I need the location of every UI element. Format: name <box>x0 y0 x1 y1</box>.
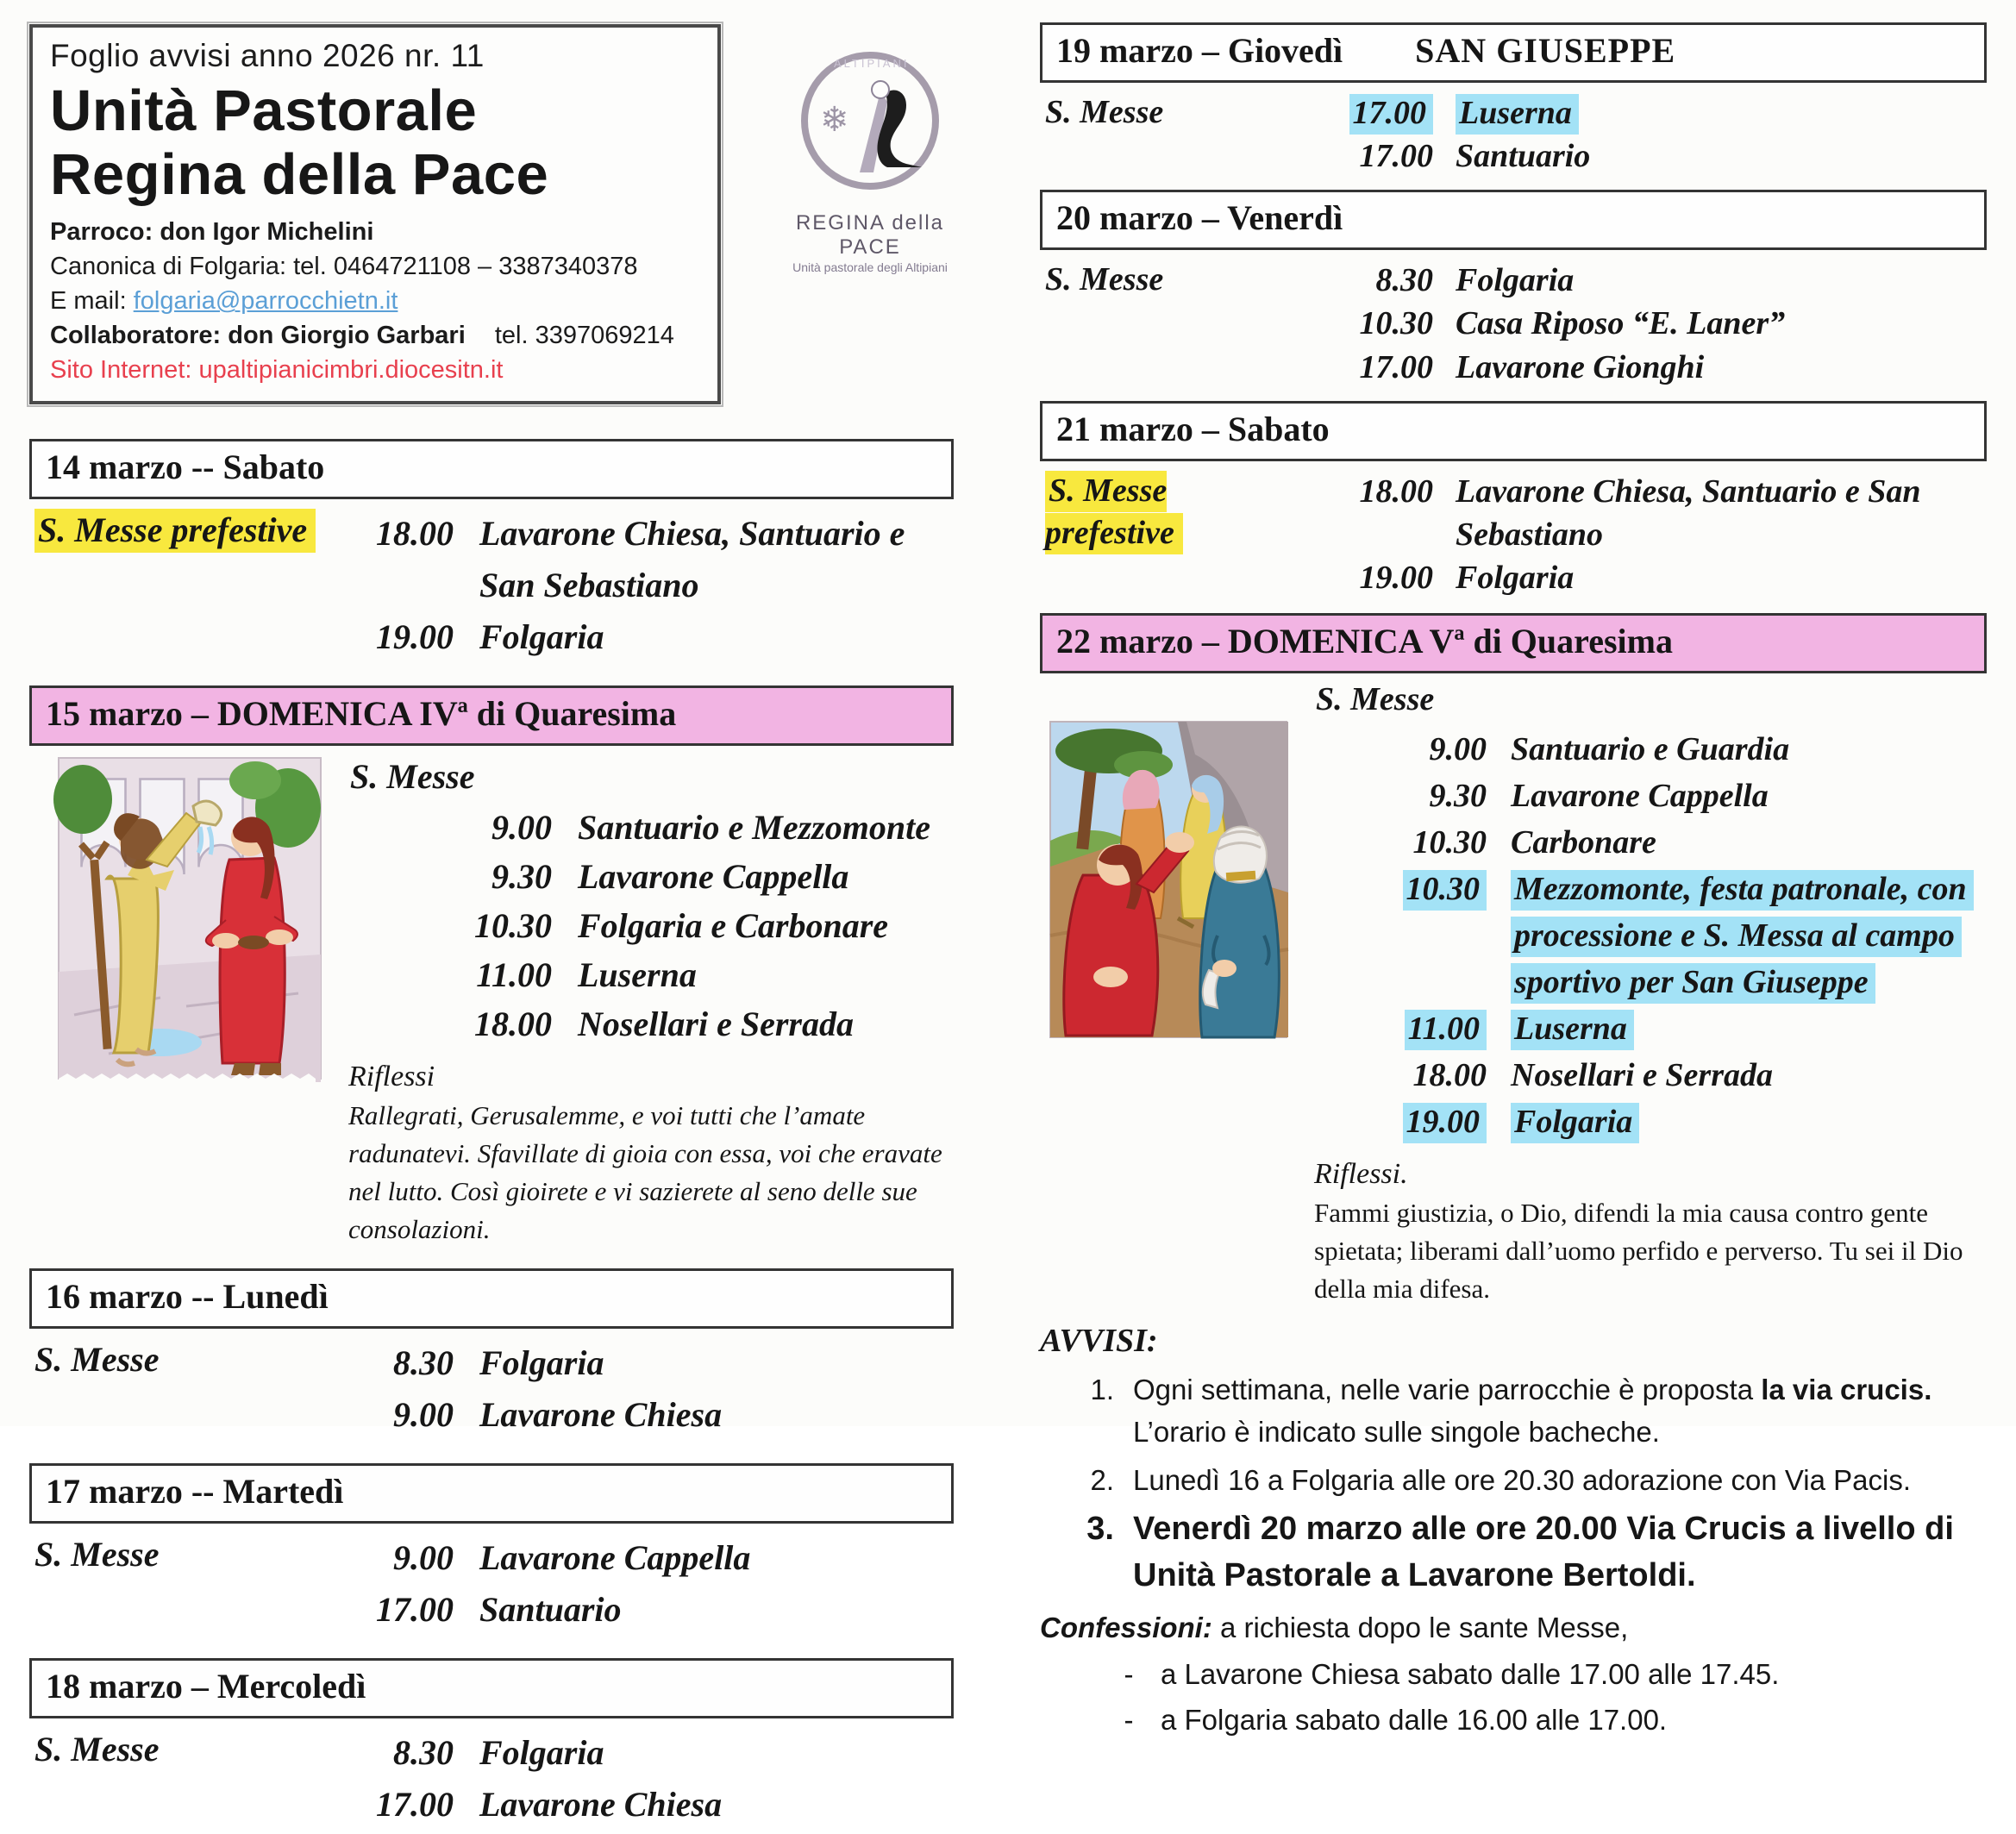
regina-della-pace-logo-icon <box>784 41 956 205</box>
day-date: 22 marzo – DOMENICA Vª di Quaresima <box>1056 622 1673 661</box>
mass-row <box>1304 302 1987 345</box>
mass-place <box>1511 1006 1987 1053</box>
masthead-box <box>29 24 721 404</box>
mass-time: 9.00 <box>491 808 552 848</box>
mass-row <box>348 902 954 951</box>
item-text <box>1133 1368 1978 1454</box>
item-number: 1. <box>1090 1373 1114 1405</box>
mass-time: 8.30 <box>393 1343 454 1382</box>
canonica-line: Canonica di Folgaria: tel. 0464721108 – 3387340378 <box>50 253 638 281</box>
day-date: 14 marzo -- Sabato <box>46 448 325 487</box>
item-text: a Folgaria sabato dalle 16.00 alle 17.00. <box>1161 1704 1668 1737</box>
sunday-block-15-marzo <box>29 756 954 1249</box>
masses-label: S. Messe <box>34 1534 160 1574</box>
day-header-19-marzo <box>1040 22 1987 83</box>
mass-row <box>348 1000 954 1049</box>
mass-time: 18.00 <box>1359 473 1433 510</box>
mass-time <box>1314 1099 1487 1146</box>
highlighted-place: Luserna <box>1456 94 1579 135</box>
left-column <box>29 24 954 1834</box>
riflessi-title: Riflessi <box>348 1061 435 1093</box>
mass-place <box>1511 867 1987 1006</box>
mass-place: Santuario e Mezzomonte <box>578 808 930 848</box>
day-date: 17 marzo -- Martedì <box>46 1471 344 1511</box>
avvisi-item-2 <box>1040 1459 1987 1502</box>
mass-row <box>324 1727 954 1779</box>
mass-schedule-19-marzo <box>1040 83 1987 181</box>
avvisi-item-1 <box>1040 1368 1987 1454</box>
email-label: E mail: <box>50 287 127 316</box>
mass-time: 18.00 <box>474 1004 552 1043</box>
mass-row <box>1314 773 1987 820</box>
day-date: 15 marzo – DOMENICA IVª di Quaresima <box>46 694 677 734</box>
mass-time <box>1314 867 1487 1006</box>
mass-time: 17.00 <box>376 1784 454 1824</box>
right-column <box>1040 22 1987 1742</box>
mass-place <box>1511 1099 1987 1146</box>
title-line-1: Unità Pastorale <box>50 78 478 143</box>
confessioni-label: Confessioni: <box>1040 1612 1212 1644</box>
mass-row <box>324 1779 954 1831</box>
item-text: Venerdì 20 marzo alle ore 20.00 Via Crucis a livello di Unità Pastorale a Lavarone Bertoldi. <box>1133 1511 1954 1594</box>
mass-time: 17.00 <box>376 1589 454 1629</box>
mass-place: Lavarone Cappella <box>1511 778 1769 815</box>
collaboratore-tel: tel. 3397069214 <box>494 322 674 350</box>
highlighted-place: Luserna <box>1511 1010 1634 1050</box>
mass-time: 8.30 <box>393 1732 454 1772</box>
mass-row <box>1304 259 1987 302</box>
masses-label: S. Messe <box>34 1339 160 1379</box>
mass-rows <box>1304 470 1987 599</box>
riflessi-title: Riflessi. <box>1314 1157 1408 1190</box>
mass-time <box>1314 1006 1487 1053</box>
mass-place: Folgaria e Carbonare <box>578 906 889 946</box>
mass-place: Folgaria <box>479 1343 604 1382</box>
issue-line: Foglio avvisi anno 2026 nr. 11 <box>50 38 485 73</box>
mass-time: 9.00 <box>1429 731 1487 768</box>
mass-place: Nosellari e Serrada <box>578 1004 854 1043</box>
day-date: 18 marzo – Mercoledì <box>46 1666 366 1706</box>
mass-place: Luserna <box>578 955 697 994</box>
day-header-21-marzo <box>1040 401 1987 461</box>
svg-text:❄: ❄ <box>820 101 849 139</box>
mass-row <box>1304 556 1987 599</box>
riflessi-text: Fammi giustizia, o Dio, difendi la mia causa contro gente spietata; liberami dall’uomo perfido e perverso. Tu sei il Dio della mia difesa. <box>1314 1197 1963 1304</box>
highlighted-place: Folgaria <box>1511 1103 1639 1143</box>
mass-schedule-14-marzo <box>29 499 954 667</box>
mass-schedule-17-marzo <box>29 1524 954 1639</box>
collaboratore-line <box>50 318 702 353</box>
mass-place: Casa Riposo “E. Laner” <box>1456 305 1786 342</box>
logo-subtitle: Unità pastorale degli Altipiani <box>792 260 948 274</box>
mass-row <box>324 1337 954 1389</box>
confessioni-intro <box>1040 1606 1987 1649</box>
mass-place: Lavarone Chiesa <box>479 1784 723 1824</box>
mass-row <box>1304 91 1987 135</box>
mass-row <box>348 804 954 853</box>
item-text: Lunedì 16 a Folgaria alle ore 20.30 adorazione con Via Pacis. <box>1133 1463 1912 1496</box>
day-header-20-marzo <box>1040 190 1987 250</box>
title-line-2: Regina della Pace <box>50 141 549 207</box>
day-header-17-marzo <box>29 1463 954 1524</box>
mass-place: Nosellari e Serrada <box>1511 1056 1773 1093</box>
mass-place: Lavarone Chiesa, Santuario e San Sebastiano <box>479 514 905 605</box>
mass-place: Santuario <box>479 1589 622 1629</box>
mass-place: Folgaria <box>1456 560 1575 597</box>
illustration-baptism-scene <box>57 756 322 1249</box>
day-date: 16 marzo -- Lunedì <box>46 1276 329 1316</box>
mass-place: Folgaria <box>479 1732 604 1772</box>
page-title <box>50 79 702 206</box>
prefestive-highlight: S. Messe prefestive <box>34 509 316 553</box>
mass-row <box>1314 1099 1987 1146</box>
masses-label: S. Messe <box>350 757 475 797</box>
mass-time: 10.30 <box>474 906 552 946</box>
highlighted-time: 17.00 <box>1349 94 1434 135</box>
mass-row <box>1314 727 1987 773</box>
collaboratore-name: Collaboratore: don Giorgio Garbari <box>50 322 466 350</box>
mass-row <box>1314 867 1987 1006</box>
mass-row <box>1304 346 1987 389</box>
mass-schedule-20-marzo <box>1040 250 1987 391</box>
confessioni-item <box>1040 1653 1987 1696</box>
mass-place: Santuario e Guardia <box>1511 731 1790 768</box>
mass-time: 8.30 <box>1375 262 1433 299</box>
mass-row <box>324 1584 954 1636</box>
mass-time: 18.00 <box>1412 1056 1487 1093</box>
day-header-22-marzo-domenica <box>1040 613 1987 673</box>
mass-row <box>324 1389 954 1441</box>
parroco-line: Parroco: don Igor Michelini <box>50 218 374 247</box>
mass-row <box>324 508 954 611</box>
day-date: 20 marzo – Venerdì <box>1056 198 1343 238</box>
confessioni-text: a richiesta dopo le sante Messe, <box>1211 1612 1629 1644</box>
mass-place: Santuario <box>1456 138 1591 175</box>
mass-row <box>1314 820 1987 867</box>
riflessi-text: Rallegrati, Gerusalemme, e voi tutti che l’amate radunatevi. Sfavillate di gioia con essa, voi che eravate nel lutto. Così gioirete e vi sazierete al seno delle sue consolazioni. <box>348 1100 942 1245</box>
highlighted-place: Mezzomonte, festa patronale, con processione e S. Messa al campo sportivo per San Giuseppe <box>1511 870 1974 1004</box>
mass-place: Folgaria <box>479 617 604 657</box>
mass-time: 17.00 <box>1359 138 1433 175</box>
mass-rows <box>324 508 954 663</box>
avvisi-title: AVVISI: <box>1040 1322 1158 1359</box>
avvisi-section <box>1040 1322 1987 1599</box>
mass-time: 9.30 <box>491 857 552 897</box>
mass-place: Lavarone Chiesa <box>479 1394 723 1434</box>
item-text-line2: L’orario è indicato sulle singole bacheche. <box>1133 1416 1660 1449</box>
mass-place: Lavarone Gionghi <box>1456 348 1705 385</box>
day-header-18-marzo <box>29 1658 954 1718</box>
feast-name: SAN GIUSEPPE <box>1415 31 1676 70</box>
illustration-gospel-scene <box>1049 720 1288 1308</box>
masses-label: S. Messe <box>1316 681 1435 718</box>
mass-schedule-21-marzo <box>1040 461 1987 603</box>
mass-time: 9.00 <box>393 1537 454 1577</box>
svg-text:ALTIPIANI: ALTIPIANI <box>834 57 910 70</box>
masses-label <box>34 508 324 663</box>
sunday-content <box>1288 681 1987 1308</box>
mass-place: Folgaria <box>1456 262 1575 299</box>
mass-place: Carbonare <box>1511 824 1656 861</box>
item-text-bold: la via crucis. <box>1761 1373 1932 1405</box>
mass-row <box>1304 470 1987 556</box>
avvisi-item-3 <box>1040 1506 1987 1599</box>
confessioni-section <box>1040 1606 1987 1742</box>
mass-time: 9.00 <box>393 1394 454 1434</box>
dash-marker: - <box>1124 1657 1134 1690</box>
email-link[interactable]: folgaria@parrocchietn.it <box>133 287 398 316</box>
item-number: 3. <box>1086 1511 1114 1548</box>
mass-schedule-18-marzo <box>29 1718 954 1834</box>
mass-place: Lavarone Cappella <box>578 857 849 897</box>
masses-label: S. Messe <box>1045 261 1164 298</box>
parish-logo <box>762 41 978 274</box>
sunday-block-22-marzo <box>1040 681 1987 1308</box>
mass-row <box>1314 1006 1987 1053</box>
mass-place: Lavarone Chiesa, Santuario e San Sebastiano <box>1456 473 1921 553</box>
mass-place <box>1456 91 1956 135</box>
day-header-16-marzo <box>29 1268 954 1329</box>
item-number: 2. <box>1090 1463 1114 1496</box>
item-text: a Lavarone Chiesa sabato dalle 17.00 alle 17.45. <box>1161 1657 1780 1690</box>
email-line <box>50 284 702 318</box>
mass-place: Lavarone Cappella <box>479 1537 751 1577</box>
mass-time: 11.00 <box>476 955 552 994</box>
item-text-plain: Ogni settimana, nelle varie parrocchie è proposta <box>1133 1373 1762 1405</box>
mass-time: 10.30 <box>1412 824 1487 861</box>
day-date: 19 marzo – Giovedì <box>1056 31 1343 70</box>
mass-row <box>1314 1053 1987 1099</box>
masses-label: S. Messe <box>34 1729 160 1768</box>
mass-row <box>348 951 954 1000</box>
highlighted-time: 19.00 <box>1403 1103 1487 1143</box>
mass-row <box>324 1532 954 1584</box>
mass-row <box>348 853 954 902</box>
mass-rows <box>324 1337 954 1441</box>
mass-rows <box>1304 259 1987 388</box>
mass-time: 19.00 <box>376 617 454 657</box>
day-date: 21 marzo – Sabato <box>1056 409 1330 448</box>
mass-time: 17.00 <box>1359 348 1433 385</box>
mass-schedule-16-marzo <box>29 1329 954 1444</box>
website-line: Sito Internet: upaltipianicimbri.diocesitn.it <box>50 356 504 385</box>
confessioni-item <box>1040 1699 1987 1742</box>
highlighted-time: 11.00 <box>1405 1010 1487 1050</box>
prefestive-highlight: S. Messe prefestive <box>1045 471 1183 554</box>
mass-rows <box>324 1532 954 1636</box>
mass-time: 9.30 <box>1429 778 1487 815</box>
masses-label: S. Messe <box>1045 94 1164 130</box>
dash-marker: - <box>1124 1704 1134 1737</box>
day-header-14-marzo <box>29 439 954 499</box>
mass-rows <box>324 1727 954 1831</box>
mass-time <box>1304 91 1433 135</box>
contact-block <box>50 215 702 387</box>
riflessi-block <box>348 1061 954 1249</box>
highlighted-time: 10.30 <box>1403 870 1487 911</box>
mass-time: 18.00 <box>376 514 454 554</box>
sunday-content <box>322 756 954 1249</box>
mass-time: 19.00 <box>1359 560 1433 597</box>
masses-label <box>1045 470 1304 599</box>
mass-row <box>1304 135 1987 178</box>
mass-time: 10.30 <box>1359 305 1433 342</box>
day-header-15-marzo-domenica <box>29 685 954 746</box>
logo-title: REGINA della PACE <box>795 211 945 259</box>
riflessi-block <box>1314 1158 1987 1308</box>
mass-row <box>324 611 954 663</box>
mass-rows <box>1304 91 1987 178</box>
